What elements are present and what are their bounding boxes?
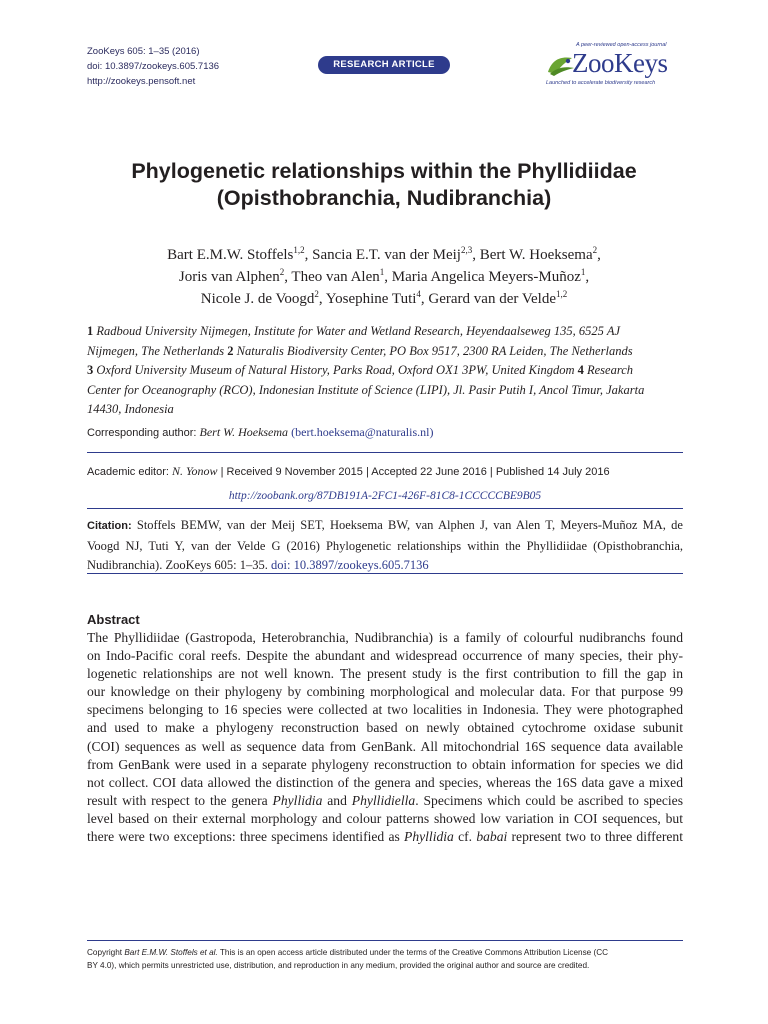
citation-doi-link[interactable]: doi: 10.3897/zookeys.605.7136 bbox=[271, 558, 429, 572]
footer-line: BY 4.0), which permits unrestricted use, distribution, and reproduction in any medium, provided the original author and source are credited. bbox=[87, 961, 590, 970]
abstract-line: our knowledge on their phylogeny by combining morphological and molecular data. For that purpose 99 bbox=[87, 684, 683, 700]
copyright-footer bbox=[87, 946, 687, 972]
author-line-1: Bart E.M.W. Stoffels$^{1,2}$, Sancia E.T. van der Meij$^{2,3}$, Bert W. Hoeksema$^2$, bbox=[167, 245, 601, 263]
divider bbox=[87, 452, 683, 453]
divider bbox=[87, 573, 683, 574]
abstract-line: from GenBank were used in a separate phylogeny reconstruction to obtain information for species we did bbox=[87, 756, 683, 772]
logo-subtitle: Launched to accelerate biodiversity research bbox=[546, 80, 656, 86]
article-type-badge: RESEARCH ARTICLE bbox=[318, 56, 450, 74]
author-line-3: Nicole J. de Voogd$^2$, Yosephine Tuti$^4$, Gerard van der Velde$^{1,2}$ bbox=[200, 289, 568, 307]
abstract-line: level based on their external morphology and colour patterns showed low variation in COI sequences, but bbox=[87, 810, 683, 826]
affiliation-line: 3 Oxford University Museum of Natural History, Parks Road, Oxford OX1 3PW, United Kingdom 4 Research bbox=[87, 363, 634, 377]
abstract-line: The Phyllidiidae (Gastropoda, Heterobranchia, Nudibranchia) is a family of colourful nudibranchs found bbox=[87, 630, 683, 645]
citation-line: Citation: Stoffels BEMW, van der Meij SET, Hoeksema BW, van Alphen J, van Alen T, Meyers-Muñoz MA, de bbox=[87, 518, 683, 532]
corresponding-author: Corresponding author: Bert W. Hoeksema (bert.hoeksema@naturalis.nl) bbox=[87, 425, 434, 439]
zoobank-link[interactable]: http://zoobank.org/87DB191A-2FC1-426F-81C8-1CCCCCBE9B05 bbox=[228, 490, 542, 502]
abstract-body bbox=[87, 629, 683, 846]
footer-divider bbox=[87, 940, 683, 941]
doi-link[interactable]: doi: 10.3897/zookeys.605.7136 bbox=[87, 61, 220, 72]
citation-line: Nudibranchia). ZooKeys 605: 1–35. doi: 10.3897/zookeys.605.7136 bbox=[87, 558, 429, 572]
divider bbox=[87, 508, 683, 509]
abstract-line: there were two exceptions: three specimens identified as Phyllidia cf. babai represent two to three different bbox=[87, 829, 683, 845]
citation-line: Voogd NJ, Tuti Y, van der Velde G (2016) Phylogenetic relationships within the Phyllidiidae (Opisthobranchia, bbox=[87, 538, 683, 553]
title-line-1: Phylogenetic relationships within the Phyllidiidae bbox=[131, 159, 637, 183]
abstract-line: not collect. COI data allowed the distinction of the genera and species, whereas the 16S data gave a mixed bbox=[87, 774, 683, 790]
editorial-info: Academic editor: N. Yonow | Received 9 November 2015 | Accepted 22 June 2016 | Published 14 July 2016 bbox=[87, 464, 610, 478]
affiliation-line: Nijmegen, The Netherlands 2 Naturalis Biodiversity Center, PO Box 9517, 2300 RA Leiden, The Netherlands bbox=[87, 343, 633, 358]
affiliation-line: Center for Oceanography (RCO), Indonesian Institute of Science (LIPI), Jl. Pasir Putih I, Ancol Timur, Jakarta bbox=[87, 382, 645, 397]
corresponding-email[interactable]: (bert.hoeksema@naturalis.nl) bbox=[291, 425, 434, 439]
journal-url[interactable]: http://zookeys.pensoft.net bbox=[87, 76, 196, 87]
journal-ref: ZooKeys 605: 1–35 (2016) bbox=[87, 46, 200, 57]
journal-meta bbox=[87, 44, 219, 89]
affiliation-line: 1 Radboud University Nijmegen, Institute for Water and Wetland Research, Heyendaalseweg 135, 6525 AJ bbox=[87, 324, 621, 338]
title-line-2: (Opisthobranchia, Nudibranchia) bbox=[216, 186, 552, 210]
paper-title bbox=[60, 158, 708, 212]
abstract-line: (COI) sequences as well as sequence data from GenBank. All mitochondrial 16S sequence data available bbox=[87, 738, 683, 754]
logo-wordmark: ZooKeys bbox=[572, 48, 668, 78]
abstract-line: result with respect to the genera Phyllidia and Phyllidiella. Specimens which could be ascribed to species bbox=[87, 792, 684, 808]
author-list bbox=[86, 244, 682, 310]
author-line-2: Joris van Alphen$^2$, Theo van Alen$^1$, Maria Angelica Meyers-Muñoz$^1$, bbox=[178, 267, 590, 285]
affiliation-line: 14430, Indonesia bbox=[87, 402, 174, 416]
affiliations bbox=[87, 322, 683, 420]
abstract-heading: Abstract bbox=[87, 612, 140, 627]
abstract-line: on Indo-Pacific coral reefs. Despite the abundant and widespread occurrence of many species, their phy- bbox=[87, 648, 683, 664]
citation bbox=[87, 516, 683, 576]
logo-tagline: A peer-reviewed open-access journal bbox=[576, 42, 667, 48]
abstract-line: and used to make a phylogeny reconstruction based on newly obtained cytochrome oxidase subunit bbox=[87, 720, 683, 736]
abstract-line: logenetic relationships are not well known. The present study is the first contribution to fill the gap in bbox=[87, 666, 683, 682]
abstract-line: specimens belonging to 16 species were collected at two localities in Indonesia. They were photographed bbox=[87, 702, 683, 718]
footer-line: Copyright Bart E.M.W. Stoffels et al. This is an open access article distributed under the terms of the Creative Commons Attribution License (CC bbox=[87, 948, 609, 957]
